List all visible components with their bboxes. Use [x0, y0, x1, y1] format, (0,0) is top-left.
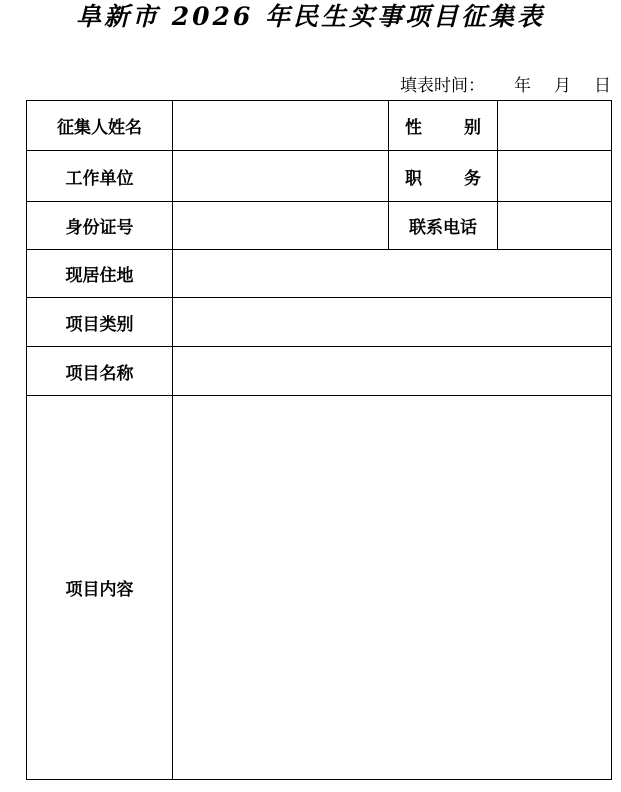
gender-label	[389, 101, 498, 151]
project-name-field[interactable]	[173, 347, 612, 396]
position-label-b: 务	[464, 168, 481, 189]
form-row-project-name	[27, 347, 612, 396]
form-row-work	[27, 151, 612, 202]
project-name-label: 项目名称	[27, 347, 173, 396]
collection-form-table	[26, 100, 612, 780]
fill-date-month: 月	[554, 76, 571, 96]
position-label	[389, 151, 498, 202]
id-number-field[interactable]	[173, 202, 389, 250]
fill-date-line	[400, 75, 611, 97]
collector-name-label: 征集人姓名	[27, 101, 173, 151]
collector-name-field[interactable]	[173, 101, 389, 151]
gender-label-b: 别	[464, 118, 481, 138]
fill-date-label: 填表时间：	[400, 76, 485, 96]
fill-date-day: 日	[594, 76, 611, 96]
project-category-label: 项目类别	[27, 298, 173, 347]
project-content-label: 项目内容	[27, 396, 173, 780]
phone-label: 联系电话	[389, 202, 498, 250]
address-field[interactable]	[173, 250, 612, 298]
form-row-address	[27, 250, 612, 298]
gender-field[interactable]	[498, 101, 612, 151]
address-label: 现居住地	[27, 250, 173, 298]
form-row-category	[27, 298, 612, 347]
form-title: 阜新市 2026 年民生实事项目征集表	[76, 2, 545, 31]
work-unit-label: 工作单位	[27, 151, 173, 202]
id-number-label: 身份证号	[27, 202, 173, 250]
work-unit-field[interactable]	[173, 151, 389, 202]
project-content-field[interactable]	[173, 396, 612, 780]
form-row-content	[27, 396, 612, 780]
gender-label-a: 性	[405, 118, 422, 138]
position-label-a: 职	[405, 168, 422, 189]
phone-field[interactable]	[498, 202, 612, 250]
project-category-field[interactable]	[173, 298, 612, 347]
form-row-id	[27, 202, 612, 250]
form-row-name	[27, 101, 612, 151]
position-field[interactable]	[498, 151, 612, 202]
fill-date-year: 年	[514, 76, 531, 96]
